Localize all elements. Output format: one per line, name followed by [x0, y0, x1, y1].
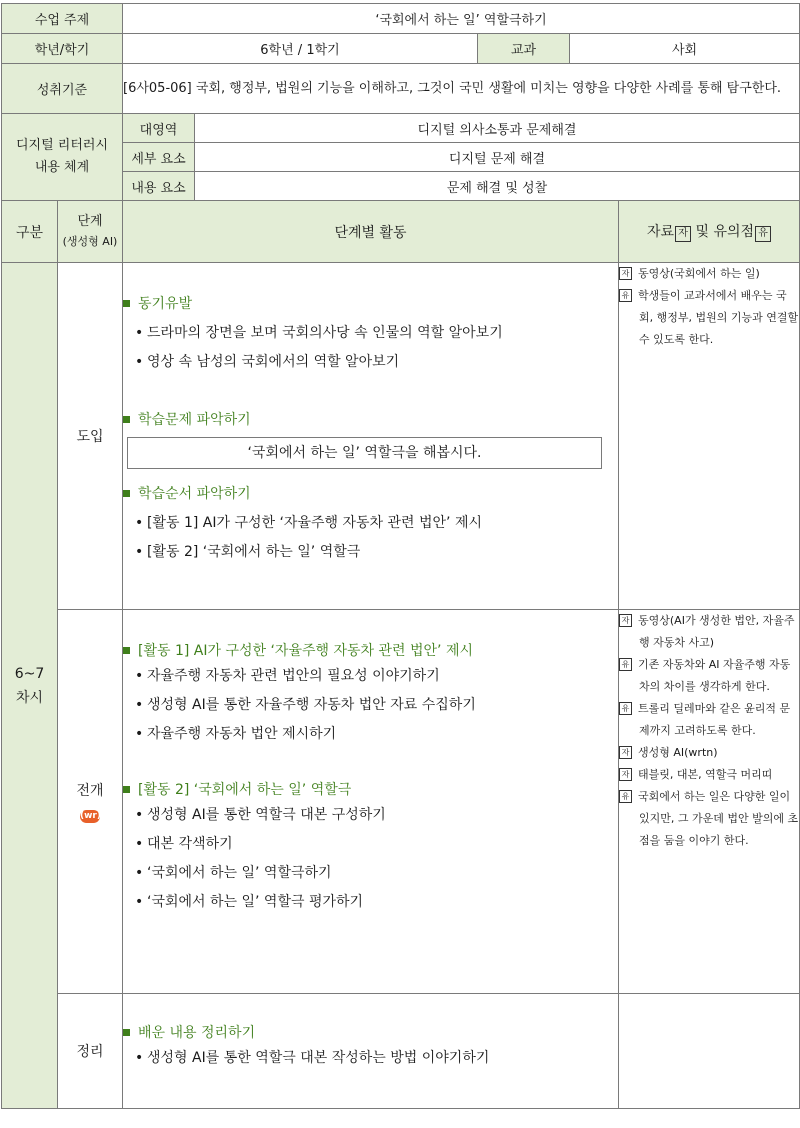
stage-main-label: 전개: [76, 783, 104, 799]
caution-badge-icon: 유: [619, 790, 632, 803]
list-item: • 자율주행 자동차 법안 제시하기: [135, 720, 618, 749]
lesson-plan-table: [1, 3, 800, 1109]
section-title-text: 학습문제 파악하기: [138, 412, 251, 428]
resource-badge-icon: 자: [619, 746, 632, 759]
grade-value: 6학년 / 1학기: [123, 34, 478, 64]
note-item: [619, 764, 799, 786]
subject-value: 사회: [570, 34, 800, 64]
stage-wrap-label: 정리: [58, 994, 123, 1109]
note-text: 태블릿, 대본, 역할극 머리띠: [638, 768, 773, 781]
stage-wrap-notes: [619, 994, 800, 1109]
note-item: [619, 610, 799, 654]
detail-label: 세부 요소: [123, 143, 195, 172]
section-title-text: 동기유발: [138, 296, 193, 312]
section-title-text: [활동 2] ‘국회에서 하는 일’ 역할극: [138, 782, 352, 798]
list-item: • ‘국회에서 하는 일’ 역할극 평가하기: [135, 888, 618, 917]
learning-goal-box: ‘국회에서 하는 일’ 역할극을 해봅시다.: [127, 437, 602, 469]
topic-value: ‘국회에서 하는 일’ 역할극하기: [123, 4, 800, 34]
stage-main-row: [2, 610, 800, 994]
caution-badge-icon: 유: [619, 289, 632, 302]
list-item: • 자율주행 자동차 관련 법안의 필요성 이야기하기: [135, 662, 618, 691]
note-text: 학생들이 교과서에서 배우는 국회, 행정부, 법원의 기능과 연결할 수 있도록 한다.: [638, 289, 799, 346]
stage-wrap-activities: [123, 994, 619, 1109]
list-item: • [활동 2] ‘국회에서 하는 일’ 역할극: [135, 538, 618, 567]
resource-badge-icon: 자: [675, 226, 691, 242]
topic-label: 수업 주제: [2, 4, 123, 34]
activity-list: [123, 319, 618, 377]
subject-label: 교과: [478, 34, 570, 64]
note-item: [619, 285, 799, 351]
stage-intro-label: 도입: [58, 263, 123, 610]
note-text: 동영상(국회에서 하는 일): [638, 267, 760, 280]
stage-main-activities: [123, 610, 619, 994]
activity-list: [123, 509, 618, 567]
activity-header: 단계별 활동: [123, 201, 619, 263]
section-title-text: 배운 내용 정리하기: [138, 1025, 256, 1041]
domain-label: 대영역: [123, 114, 195, 143]
notes-header-mid: 및 유의점: [691, 224, 755, 240]
section-title: [123, 409, 618, 429]
section-title: [123, 483, 618, 503]
standard-row: [2, 64, 800, 114]
list-item: • [활동 1] AI가 구성한 ‘자율주행 자동차 관련 법안’ 제시: [135, 509, 618, 538]
stage-intro-row: [2, 263, 800, 610]
step-header-title: 단계: [77, 213, 103, 229]
note-item: [619, 654, 799, 698]
section-title-text: [활동 1] AI가 구성한 ‘자율주행 자동차 관련 법안’ 제시: [138, 643, 473, 659]
grade-label: 학년/학기: [2, 34, 123, 64]
standard-value: [6사05-06] 국회, 행정부, 법원의 기능을 이해하고, 그것이 국민 생활에 미치는 영향을 다양한 사례를 통해 탐구한다.: [123, 64, 800, 114]
note-text: 국회에서 하는 일은 다양한 일이 있지만, 그 가운데 법안 발의에 초점을 둠을 이야기 한다.: [638, 790, 799, 847]
section-title: [123, 640, 618, 660]
section-title: [123, 293, 618, 313]
literacy-domain-row: [2, 114, 800, 143]
resource-badge-icon: 자: [619, 768, 632, 781]
caution-badge-icon: 유: [755, 226, 771, 242]
notes-header: [619, 201, 800, 263]
session-label: 6~7 차시: [2, 263, 58, 1109]
ai-icon: (wr): [80, 811, 101, 821]
section-title-text: 학습순서 파악하기: [138, 486, 251, 502]
note-text: 생성형 AI(wrtn): [638, 746, 718, 759]
grade-row: [2, 34, 800, 64]
topic-row: [2, 4, 800, 34]
content-label: 내용 요소: [123, 172, 195, 201]
column-header-row: [2, 201, 800, 263]
square-bullet-icon: [123, 300, 130, 307]
list-item: • 생성형 AI를 통한 자율주행 자동차 법안 자료 수집하기: [135, 691, 618, 720]
list-item: • 영상 속 남성의 국회에서의 역할 알아보기: [135, 348, 618, 377]
stage-intro-activities: [123, 263, 619, 610]
stage-main-notes: [619, 610, 800, 994]
square-bullet-icon: [123, 647, 130, 654]
note-text: 트롤리 딜레마와 같은 윤리적 문제까지 고려하도록 한다.: [638, 702, 791, 737]
square-bullet-icon: [123, 416, 130, 423]
resource-badge-icon: 자: [619, 267, 632, 280]
note-item: [619, 742, 799, 764]
stage-main-cell: [58, 610, 123, 994]
step-header-sub: (생성형 AI): [62, 234, 118, 248]
list-item: • 생성형 AI를 통한 역할극 대본 작성하는 방법 이야기하기: [135, 1044, 618, 1073]
division-header: 구분: [2, 201, 58, 263]
notes-header-prefix: 자료: [646, 224, 675, 240]
step-header: [58, 201, 123, 263]
activity-list: [123, 1044, 618, 1073]
note-item: [619, 786, 799, 852]
list-item: • 생성형 AI를 통한 역할극 대본 구성하기: [135, 801, 618, 830]
list-item: • ‘국회에서 하는 일’ 역할극하기: [135, 859, 618, 888]
domain-value: 디지털 의사소통과 문제해결: [195, 114, 800, 143]
resource-badge-icon: 자: [619, 614, 632, 627]
note-item: [619, 698, 799, 742]
activity-list: [123, 801, 618, 917]
note-text: 동영상(AI가 생성한 법안, 자율주행 자동차 사고): [638, 614, 795, 649]
square-bullet-icon: [123, 786, 130, 793]
list-item: • 대본 각색하기: [135, 830, 618, 859]
literacy-label: 디지털 리터러시 내용 체계: [2, 114, 123, 201]
content-value: 문제 해결 및 성찰: [195, 172, 800, 201]
ai-icon-wrap: [58, 806, 122, 823]
note-text: 기존 자동차와 AI 자율주행 자동차의 차이를 생각하게 한다.: [638, 658, 791, 693]
caution-badge-icon: 유: [619, 702, 632, 715]
section-title: [123, 1022, 618, 1042]
list-item: • 드라마의 장면을 보며 국회의사당 속 인물의 역할 알아보기: [135, 319, 618, 348]
detail-value: 디지털 문제 해결: [195, 143, 800, 172]
stage-intro-notes: [619, 263, 800, 610]
activity-list: [123, 662, 618, 749]
stage-wrap-row: [2, 994, 800, 1109]
square-bullet-icon: [123, 1029, 130, 1036]
standard-label: 성취기준: [2, 64, 123, 114]
square-bullet-icon: [123, 490, 130, 497]
section-title: [123, 779, 618, 799]
caution-badge-icon: 유: [619, 658, 632, 671]
note-item: [619, 263, 799, 285]
